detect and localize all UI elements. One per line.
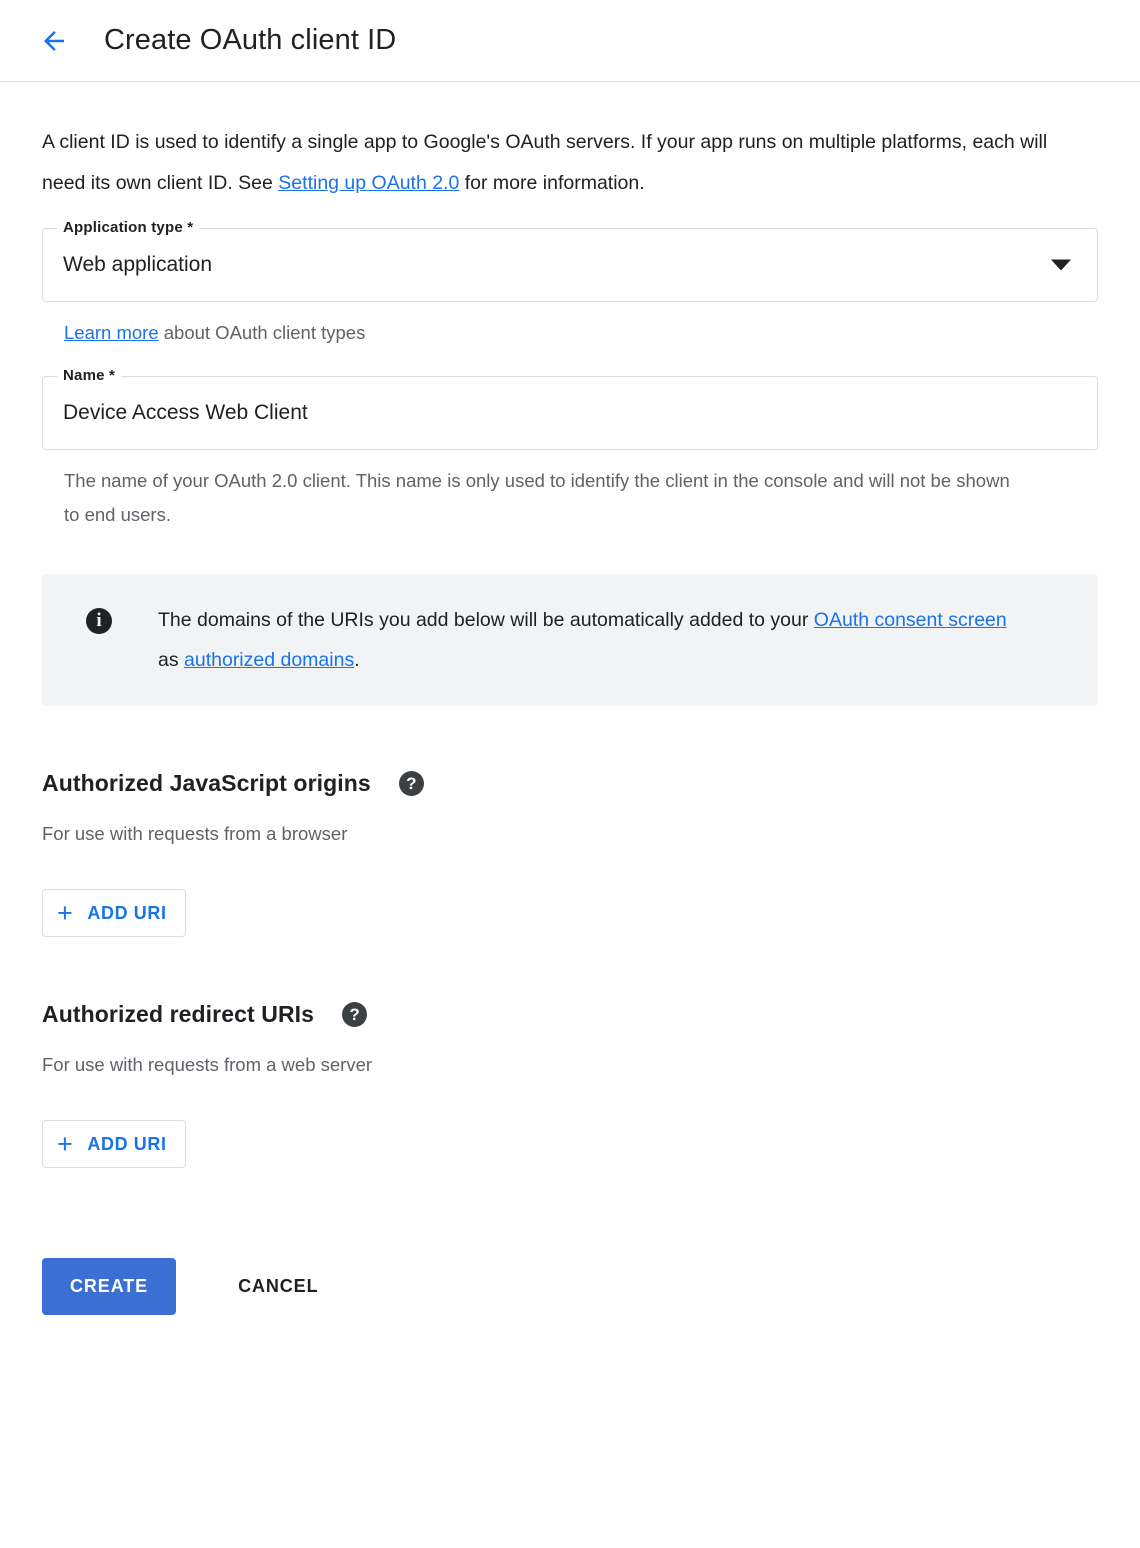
redirect-uris-header: [42, 1001, 1098, 1028]
intro-text-2: for more information.: [459, 172, 645, 194]
authorized-domains-link[interactable]: authorized domains: [184, 649, 355, 671]
intro-text-1: A client ID is used to identify a single app to Google's OAuth servers. If your app runs on multiple platforms, each will need its own client ID. See: [42, 131, 1048, 194]
cancel-button[interactable]: CANCEL: [228, 1262, 328, 1311]
page-content: [0, 82, 1140, 1375]
intro-paragraph: [42, 122, 1062, 204]
redirect-uris-add-uri-label: ADD URI: [87, 1133, 167, 1154]
application-type-helper: [64, 316, 1024, 350]
banner-text-2: as: [158, 649, 185, 671]
js-origins-subtitle: For use with requests from a browser: [42, 823, 348, 844]
application-type-label: Application type *: [57, 219, 199, 236]
js-origins-title: Authorized JavaScript origins: [42, 770, 371, 796]
info-icon: i: [86, 608, 112, 634]
name-field[interactable]: [42, 367, 1098, 450]
form-actions: [42, 1258, 1098, 1375]
js-origins-header: [42, 770, 1098, 797]
setting-up-oauth-link[interactable]: Setting up OAuth 2.0: [278, 172, 460, 194]
js-origins-add-uri-label: ADD URI: [87, 902, 167, 923]
help-icon[interactable]: ?: [399, 771, 424, 796]
chevron-down-icon[interactable]: [1051, 260, 1071, 271]
learn-more-link[interactable]: Learn more: [64, 322, 159, 343]
learn-more-rest: about OAuth client types: [158, 322, 366, 343]
application-type-select[interactable]: [42, 219, 1098, 302]
arrow-back-icon: [39, 26, 69, 56]
redirect-uris-title: Authorized redirect URIs: [42, 1001, 315, 1027]
page-header: [0, 0, 1140, 82]
help-icon[interactable]: ?: [342, 1002, 367, 1027]
redirect-uris-add-uri-button[interactable]: [42, 1120, 186, 1168]
page-title: Create OAuth client ID: [104, 24, 397, 56]
oauth-consent-screen-link[interactable]: OAuth consent screen: [813, 609, 1007, 631]
name-field-value: Device Access Web Client: [63, 401, 308, 424]
name-field-label: Name *: [57, 367, 121, 384]
plus-icon: +: [57, 1128, 74, 1159]
plus-icon: +: [57, 897, 74, 928]
back-button[interactable]: [30, 17, 78, 65]
banner-text-3: .: [354, 649, 360, 671]
domains-info-banner: [42, 574, 1098, 706]
create-button[interactable]: CREATE: [42, 1258, 176, 1315]
name-field-helper: The name of your OAuth 2.0 client. This name is only used to identify the client in the console and will not be shown to end users.: [64, 470, 1010, 525]
banner-text: [158, 600, 1008, 680]
application-type-value: Web application: [63, 253, 213, 276]
redirect-uris-subtitle: For use with requests from a web server: [42, 1054, 373, 1075]
js-origins-add-uri-button[interactable]: [42, 889, 186, 937]
banner-text-1: The domains of the URIs you add below will be automatically added to your: [158, 609, 814, 631]
